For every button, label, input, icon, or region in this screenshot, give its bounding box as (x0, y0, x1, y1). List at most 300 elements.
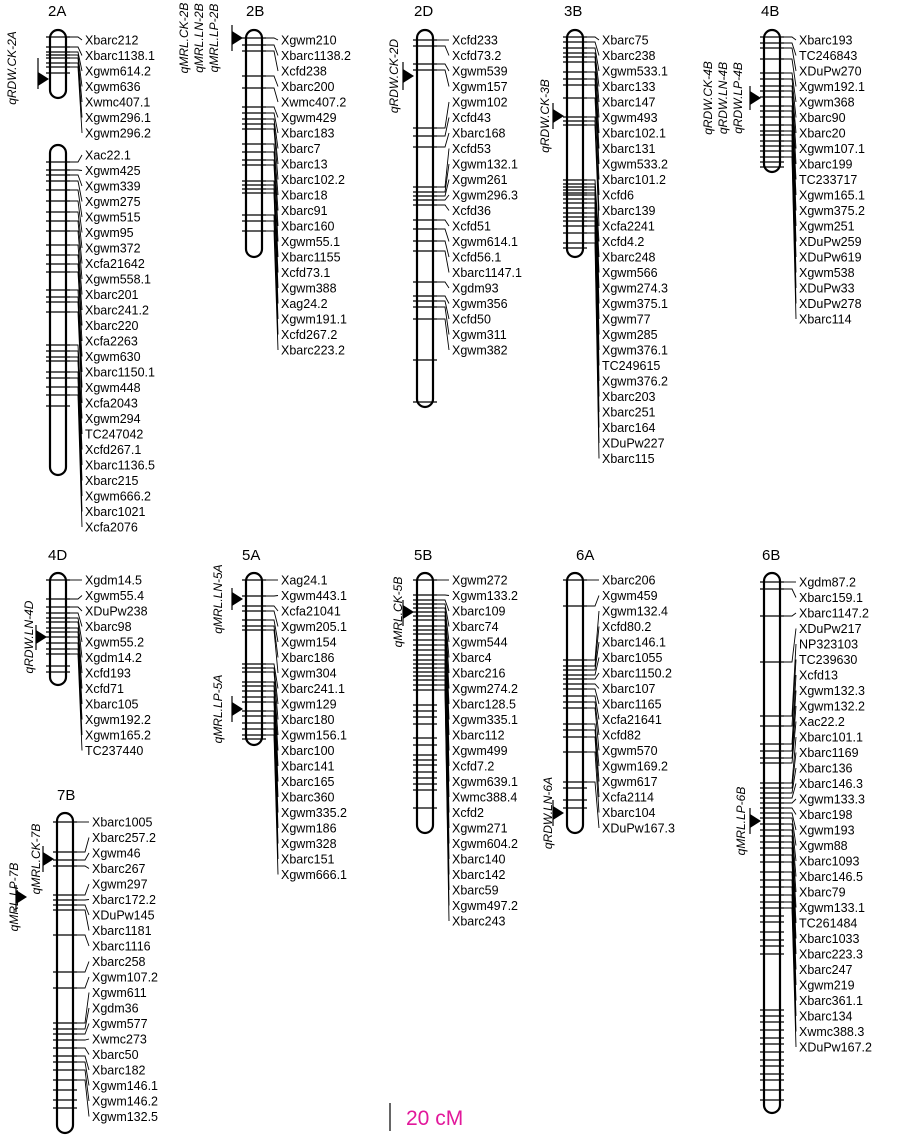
marker-label-2d: Xgwm102 (452, 95, 508, 110)
marker-leader-2b (266, 107, 278, 118)
marker-label-2d: Xcfd36 (452, 204, 491, 218)
marker-label-2a: Xgwm296.1 (85, 111, 152, 125)
marker-label-6b: Xbarc79 (799, 885, 846, 900)
marker-label-4d: Xcfd193 (85, 666, 131, 681)
marker-label-4b: Xbarc90 (799, 111, 846, 125)
marker-label-5b: Xbarc4 (452, 651, 492, 665)
marker-leader-7b (77, 884, 89, 895)
marker-leader-2d (437, 296, 449, 304)
marker-label-4d: Xgwm192.2 (85, 713, 152, 727)
marker-label-5a: Xgwm129 (281, 697, 337, 712)
marker-label-6b: Xbarc1169 (799, 746, 859, 760)
marker-leader-6b (784, 813, 796, 830)
marker-label-5a: Xbarc151 (281, 852, 335, 867)
chromosome-rod-3b (567, 30, 583, 257)
marker-label-2a: Xgwm95 (85, 226, 134, 240)
marker-leader-2d (437, 149, 449, 188)
marker-leader-2a (70, 67, 82, 133)
chromosome-title-5b: 5B (414, 547, 433, 564)
marker-label-2d: Xbarc168 (452, 126, 506, 141)
marker-label-6b: Xbarc198 (799, 808, 853, 822)
marker-label-5b: Xbarc243 (452, 914, 506, 929)
marker-label-4b: Xgwm107.1 (799, 142, 866, 156)
marker-leader-4d (70, 613, 82, 627)
marker-label-3b: Xbarc102.1 (602, 126, 666, 141)
marker-label-2b: Xbarc91 (281, 204, 328, 218)
marker-label-7b: Xbarc1181 (92, 924, 152, 938)
marker-leader-7b (77, 1056, 89, 1070)
marker-label-3b: Xgwm533.1 (602, 64, 669, 79)
marker-label-2a: Xac22.1 (85, 148, 131, 163)
marker-label-2b: Xbarc18 (281, 188, 328, 203)
marker-label-6a: Xcfd82 (602, 728, 641, 743)
marker-label-5b: Xbarc59 (452, 883, 499, 898)
marker-label-2b: Xgwm388 (281, 281, 337, 296)
marker-label-3b: Xbarc164 (602, 421, 656, 435)
marker-label-2a: Xgwm515 (85, 210, 141, 225)
marker-label-4b: XDuPw278 (799, 297, 862, 311)
marker-label-5a: Xgwm335.2 (281, 806, 348, 820)
marker-label-5a: Xgwm205.1 (281, 620, 348, 634)
marker-label-5a: Xbarc186 (281, 651, 335, 665)
marker-label-6b: TC239630 (799, 653, 858, 667)
marker-label-2a: Xgwm339 (85, 179, 141, 194)
marker-label-2b: Xgwm210 (281, 33, 337, 48)
marker-label-2a: Xgwm558.1 (85, 272, 152, 287)
marker-label-7b: Xbarc258 (92, 955, 146, 969)
marker-label-5a: Xgwm186 (281, 821, 337, 836)
marker-label-5a: Xgwm443.1 (281, 589, 348, 603)
marker-label-4b: TC246843 (799, 49, 858, 63)
marker-leader-7b (77, 866, 89, 869)
marker-leader-2a (70, 181, 82, 202)
marker-label-5b: Xgwm604.2 (452, 837, 519, 851)
marker-leader-2d (437, 70, 449, 87)
marker-label-3b: TC249615 (602, 359, 661, 373)
marker-label-5a: Xgwm328 (281, 837, 337, 851)
marker-label-3b: Xbarc147 (602, 95, 656, 110)
marker-label-3b: XDuPw227 (602, 436, 665, 451)
marker-label-3b: Xbarc251 (602, 405, 656, 420)
marker-label-4b: Xbarc193 (799, 33, 853, 48)
marker-leader-2a (70, 47, 82, 56)
marker-label-4b: Xgwm368 (799, 95, 855, 110)
qtl-label-qmrl-ck-5b: qMRL.CK-5B (391, 576, 405, 648)
marker-label-2a: Xbarc241.2 (85, 303, 149, 318)
marker-label-4d: Xgwm55.2 (85, 635, 145, 650)
marker-leader-2a (70, 175, 82, 186)
marker-label-6b: Xgdm87.2 (799, 575, 856, 590)
marker-label-6a: Xcfd80.2 (602, 620, 652, 634)
marker-label-7b: Xgwm132.5 (92, 1110, 159, 1124)
marker-label-5a: Xgwm304 (281, 666, 337, 681)
marker-label-2d: Xgwm157 (452, 80, 508, 94)
marker-label-4b: Xgwm192.1 (799, 80, 866, 94)
marker-label-6b: XDuPw217 (799, 622, 862, 636)
marker-leader-2d (437, 133, 449, 147)
marker-label-5b: Xgwm544 (452, 635, 508, 650)
marker-label-2d: Xcfd43 (452, 111, 491, 125)
marker-leader-5a (266, 611, 278, 627)
marker-label-5b: Xgwm497.2 (452, 899, 519, 913)
marker-label-5a: Xbarc241.1 (281, 682, 345, 696)
marker-leader-7b (77, 838, 89, 853)
marker-label-2a: Xgwm296.2 (85, 126, 152, 141)
marker-label-5b: Xbarc128.5 (452, 697, 516, 712)
marker-label-5a: Xgwm156.1 (281, 728, 348, 743)
marker-label-4b: Xgwm375.2 (799, 204, 866, 218)
marker-label-6b: Xbarc146.3 (799, 777, 863, 791)
marker-label-5b: Xbarc109 (452, 604, 506, 619)
marker-leader-2d (437, 282, 449, 288)
marker-label-4b: XDuPw259 (799, 235, 862, 249)
marker-leader-6a (587, 673, 599, 679)
marker-leader-6b (784, 784, 796, 799)
marker-label-2a: Xgwm630 (85, 350, 141, 364)
marker-label-6a: Xbarc1165 (602, 697, 662, 712)
marker-label-2d: Xcfd51 (452, 219, 491, 234)
marker-label-2a: Xcfa2076 (85, 520, 138, 535)
qtl-arrow-qmrl-ck-7b (43, 852, 54, 866)
marker-label-2d: Xgdm93 (452, 281, 499, 296)
marker-label-2d: Xcfd73.2 (452, 49, 502, 63)
marker-label-2b: Xbarc200 (281, 80, 335, 94)
marker-label-6b: Xbarc1033 (799, 932, 860, 946)
marker-label-6b: Xbarc159.1 (799, 591, 863, 605)
marker-leader-2d (437, 220, 449, 226)
chromosome-title-2b: 2B (246, 3, 265, 20)
marker-label-7b: Xgwm297 (92, 877, 148, 892)
marker-label-6b: Xbarc136 (799, 761, 853, 776)
marker-leader-5a (266, 596, 278, 597)
qtl-label-qrdw-ck-2d: qRDW.CK-2D (387, 38, 401, 114)
marker-label-2a: Xgwm372 (85, 241, 141, 256)
marker-label-3b: Xbarc131 (602, 142, 656, 156)
marker-label-2a: Xcfa2263 (85, 334, 138, 349)
marker-label-6b: Xgwm132.3 (799, 684, 866, 698)
chromosome-title-2a: 2A (48, 3, 67, 20)
marker-leader-6b (784, 589, 796, 598)
marker-label-2b: Xcfd267.2 (281, 328, 338, 342)
marker-label-4d: TC237440 (85, 744, 144, 758)
marker-label-6a: Xgwm570 (602, 744, 658, 758)
marker-leader-7b (77, 962, 89, 973)
qtl-label-qrdw-ln-4d: qRDW.LN-4D (22, 600, 36, 674)
marker-leader-2b (266, 88, 278, 102)
marker-label-2a: TC247042 (85, 427, 144, 442)
chromosome-title-6b: 6B (762, 547, 781, 564)
marker-label-4d: XDuPw238 (85, 604, 148, 619)
marker-label-5a: Xbarc100 (281, 744, 335, 758)
marker-leader-4d (70, 607, 82, 611)
marker-label-5a: Xcfa21041 (281, 604, 341, 619)
marker-leader-2d (437, 205, 449, 211)
marker-label-4b: Xgwm538 (799, 266, 855, 280)
marker-label-3b: Xgwm493 (602, 111, 658, 125)
marker-leader-2b (266, 38, 278, 40)
marker-leader-5a (266, 606, 278, 611)
marker-label-3b: Xbarc101.2 (602, 173, 666, 187)
qtl-arrow-4b (750, 91, 761, 105)
marker-label-6a: Xbarc206 (602, 573, 656, 588)
marker-label-2d: Xbarc1147.1 (452, 266, 522, 280)
chromosome-title-7b: 7B (57, 787, 76, 804)
marker-label-5b: Xgwm499 (452, 744, 508, 758)
marker-label-2b: Xag24.2 (281, 297, 328, 311)
marker-label-6b: Xwmc388.3 (799, 1025, 865, 1039)
qtl-label-qrdw-lp-4b: qRDW.LP-4B (731, 62, 745, 134)
marker-label-7b: Xgwm107.2 (92, 970, 159, 985)
marker-label-2b: Xbarc160 (281, 219, 335, 234)
marker-leader-6b (784, 799, 796, 803)
marker-label-2b: Xgwm191.1 (281, 312, 348, 327)
marker-label-3b: Xbarc133 (602, 80, 656, 94)
marker-label-6a: Xbarc1055 (602, 651, 663, 665)
marker-label-2a: Xbarc1021 (85, 505, 146, 519)
marker-label-5b: Xbarc142 (452, 868, 506, 882)
marker-leader-7b (77, 935, 89, 946)
marker-label-6a: Xcfa2114 (602, 790, 654, 805)
marker-leader-2d (437, 118, 449, 137)
marker-label-6b: XDuPw167.2 (799, 1040, 872, 1055)
marker-label-3b: Xcfd4.2 (602, 235, 645, 249)
marker-leader-5b (437, 595, 449, 596)
marker-label-2a: Xgwm614.2 (85, 64, 152, 79)
marker-label-5b: Xgwm335.1 (452, 713, 519, 727)
marker-label-4b: TC233717 (799, 173, 858, 187)
marker-label-2a: Xwmc407.1 (85, 95, 151, 110)
qtl-label-qmrl-lp-7b: qMRL.LP-7B (7, 862, 21, 932)
marker-label-2a: Xbarc215 (85, 474, 139, 488)
marker-leader-3b (587, 42, 599, 56)
marker-label-4d: Xbarc105 (85, 697, 139, 712)
marker-leader-2d (437, 46, 449, 56)
marker-label-2a: Xgwm294 (85, 412, 141, 426)
marker-leader-4b (784, 37, 796, 40)
marker-label-2b: Xgwm55.1 (281, 235, 341, 249)
marker-label-4b: Xbarc199 (799, 157, 853, 172)
marker-label-2a: Xgwm636 (85, 80, 141, 94)
qtl-label-qrdw-ln-6a: qRDW.LN-6A (541, 776, 555, 850)
marker-label-6b: Xgwm133.1 (799, 901, 866, 915)
marker-label-6b: Xbarc101.1 (799, 730, 863, 745)
marker-leader-5a (266, 620, 278, 642)
marker-label-3b: Xgwm376.2 (602, 374, 669, 389)
marker-label-2a: Xbarc201 (85, 288, 139, 302)
marker-label-2a: Xgwm275 (85, 195, 141, 209)
marker-label-5b: Xbarc112 (452, 728, 505, 743)
marker-label-5a: Xgwm666.1 (281, 868, 348, 882)
marker-label-2b: Xgwm429 (281, 111, 337, 125)
chromosome-title-5a: 5A (242, 547, 261, 564)
marker-label-2a: Xbarc1138.1 (85, 49, 155, 63)
marker-label-5a: Xbarc141 (281, 759, 335, 774)
marker-leader-4b (784, 43, 796, 56)
qtl-label-qrdw-ck-4b: qRDW.CK-4B (701, 61, 715, 135)
marker-label-4d: Xgwm165.2 (85, 728, 152, 743)
marker-label-7b: Xbarc50 (92, 1048, 139, 1062)
marker-label-5b: Xgwm272 (452, 573, 508, 588)
marker-label-3b: Xbarc203 (602, 390, 656, 404)
marker-label-4d: Xcfd71 (85, 682, 124, 696)
qtl-label-qmrl-ck-2b: qMRL.CK-2B (177, 2, 191, 74)
marker-label-5a: Xbarc360 (281, 790, 335, 805)
marker-label-3b: Xgwm274.3 (602, 281, 669, 296)
marker-leader-2a (70, 37, 82, 40)
marker-label-2d: Xcfd233 (452, 33, 498, 48)
marker-label-3b: Xgwm566 (602, 266, 658, 280)
marker-label-6b: Xgwm132.2 (799, 699, 866, 714)
marker-label-2a: Xbarc1136.5 (85, 458, 155, 473)
marker-label-7b: Xgwm46 (92, 846, 141, 861)
marker-label-6b: Xgwm88 (799, 839, 848, 853)
marker-label-4b: XDuPw619 (799, 250, 862, 265)
marker-label-3b: Xcfd6 (602, 188, 634, 203)
marker-leader-6b (784, 629, 796, 663)
marker-label-7b: Xbarc267 (92, 862, 146, 876)
marker-label-7b: Xgwm146.2 (92, 1094, 159, 1109)
qtl-label-qrdw-ln-4b: qRDW.LN-4B (716, 61, 730, 135)
marker-label-6a: Xgwm459 (602, 589, 658, 603)
marker-leader-7b (77, 1048, 89, 1055)
marker-label-6a: Xcfa21641 (602, 713, 662, 727)
qtl-arrow-qmrl-lp-5a (232, 702, 243, 716)
chromosome-title-3b: 3B (564, 3, 583, 20)
marker-label-2b: Xcfd238 (281, 64, 327, 79)
marker-label-3b: Xgwm285 (602, 328, 658, 342)
marker-label-2d: Xgwm261 (452, 173, 508, 187)
marker-leader-7b (77, 1039, 89, 1040)
marker-label-7b: XDuPw145 (92, 908, 155, 923)
marker-label-4b: Xbarc20 (799, 126, 846, 141)
marker-label-2b: Xbarc102.2 (281, 173, 345, 187)
marker-label-4b: Xgwm251 (799, 219, 855, 234)
marker-label-2b: Xbarc1138.2 (281, 49, 351, 63)
qtl-label-qrdw-ck-2a: qRDW.CK-2A (5, 31, 19, 105)
marker-label-2d: Xcfd53 (452, 142, 491, 156)
marker-label-2a: Xbarc220 (85, 319, 139, 333)
marker-label-6b: Xbarc146.5 (799, 870, 863, 884)
marker-label-2d: Xcfd56.1 (452, 250, 502, 265)
marker-label-4b: XDuPw270 (799, 64, 862, 79)
marker-label-2d: Xgwm132.1 (452, 157, 519, 172)
marker-label-4d: Xgwm55.4 (85, 589, 145, 603)
marker-label-6a: Xgwm132.4 (602, 604, 669, 619)
marker-leader-5b (437, 600, 449, 611)
marker-leader-7b (77, 853, 89, 860)
marker-leader-2d (437, 180, 449, 197)
marker-label-5b: Xgwm271 (452, 821, 508, 836)
marker-leader-2b (266, 51, 278, 71)
marker-label-2d: Xgwm382 (452, 343, 508, 358)
marker-label-4d: Xgdm14.5 (85, 573, 142, 588)
marker-label-6a: XDuPw167.3 (602, 821, 675, 836)
marker-label-5a: Xgwm154 (281, 635, 337, 650)
marker-label-3b: Xgwm77 (602, 312, 651, 327)
qtl-arrow-qmrl-lp-6b (750, 814, 761, 828)
chromosome-rod-2a-seg1 (50, 30, 66, 98)
marker-label-6b: Xbarc361.1 (799, 994, 863, 1008)
chromosome-rod-6b (764, 573, 780, 1113)
marker-leader-3b (587, 48, 599, 71)
marker-label-2a: Xgwm425 (85, 164, 141, 178)
marker-label-6b: Xbarc134 (799, 1009, 853, 1024)
marker-label-2b: Xcfd73.1 (281, 266, 331, 280)
marker-label-4b: Xbarc114 (799, 312, 852, 327)
qtl-arrow-qrdw-ck-3b (553, 109, 564, 123)
chromosome-title-6a: 6A (576, 547, 595, 564)
marker-label-4d: Xbarc98 (85, 620, 132, 634)
marker-leader-2a (70, 170, 82, 171)
qtl-label-qrdw-ck-3b: qRDW.CK-3B (538, 79, 552, 153)
chromosome-title-2d: 2D (414, 3, 434, 20)
qtl-arrow-qrdw-ln-4d (36, 630, 47, 644)
marker-leader-2b (266, 113, 278, 133)
marker-label-3b: Xbarc248 (602, 250, 656, 265)
marker-label-5b: Xcfd7.2 (452, 759, 495, 774)
marker-label-5b: Xgwm274.2 (452, 682, 519, 696)
chromosome-rod-6a (567, 573, 583, 833)
marker-label-2b: Xbarc7 (281, 142, 321, 156)
marker-leader-6b (784, 808, 796, 815)
chromosome-rod-4d (50, 573, 66, 685)
marker-label-4b: XDuPw33 (799, 281, 855, 296)
qtl-label-qmrl-lp-6b: qMRL.LP-6B (734, 786, 748, 856)
marker-label-6b: Xcfd13 (799, 668, 838, 683)
marker-label-2a: Xcfd267.1 (85, 443, 142, 457)
marker-label-5b: Xbarc216 (452, 666, 506, 681)
marker-leader-7b (77, 1062, 89, 1086)
qtl-arrow-2b (232, 31, 243, 45)
marker-label-7b: Xbarc1005 (92, 815, 153, 830)
marker-label-6b: Xgwm133.3 (799, 792, 866, 807)
marker-label-7b: Xbarc1116 (92, 939, 151, 954)
marker-label-2b: Xwmc407.2 (281, 95, 347, 110)
marker-label-4d: Xgdm14.2 (85, 651, 142, 665)
qtl-arrow-qrdw-ck-2d (403, 69, 414, 83)
qtl-label-qmrl-lp-2b: qMRL.LP-2B (207, 3, 221, 73)
marker-label-2b: Xbarc13 (281, 157, 328, 172)
marker-label-6b: TC261484 (799, 916, 858, 931)
marker-label-7b: Xgdm36 (92, 1001, 139, 1016)
chromosome-title-4b: 4B (761, 3, 780, 20)
marker-leader-2a (70, 155, 82, 162)
marker-label-6a: Xbarc104 (602, 806, 656, 820)
marker-label-2a: Xgwm666.2 (85, 489, 152, 504)
marker-label-2a: Xcfa2043 (85, 396, 138, 411)
marker-label-3b: Xgwm533.2 (602, 157, 669, 172)
chromosome-rod-2a-seg2 (50, 145, 66, 475)
marker-label-6b: Xbarc223.3 (799, 947, 863, 962)
marker-label-7b: Xgwm611 (92, 986, 147, 1000)
marker-leader-2d (437, 229, 449, 242)
marker-label-5b: Xbarc74 (452, 620, 499, 634)
marker-label-3b: Xbarc238 (602, 49, 656, 63)
marker-label-2d: Xgwm311 (452, 328, 507, 342)
marker-label-3b: Xgwm375.1 (602, 297, 669, 311)
marker-label-3b: Xgwm376.1 (602, 343, 669, 358)
chromosome-title-4d: 4D (48, 547, 68, 564)
marker-label-5b: Xgwm133.2 (452, 589, 519, 603)
marker-leader-2d (437, 301, 449, 319)
marker-leader-7b (77, 977, 89, 988)
qtl-label-qmrl-ln-2b: qMRL.LN-2B (192, 3, 206, 73)
marker-label-7b: Xbarc257.2 (92, 831, 156, 845)
marker-label-5a: Xbarc165 (281, 775, 335, 789)
marker-label-5b: Xwmc388.4 (452, 790, 518, 805)
marker-label-6b: Xgwm193 (799, 823, 855, 838)
marker-label-6a: Xbarc146.1 (602, 635, 666, 650)
